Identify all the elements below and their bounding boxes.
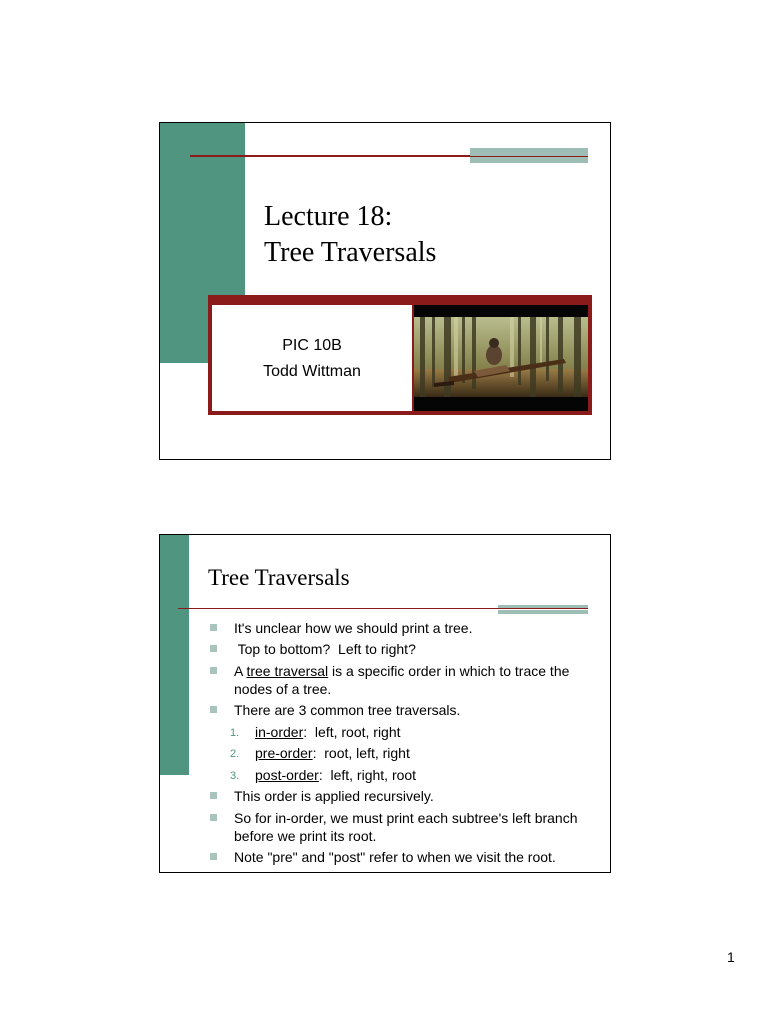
title-line-2: Tree Traversals — [264, 237, 437, 268]
bullet-item: There are 3 common tree traversals. — [160, 701, 600, 719]
bullet-item: It's unclear how we should print a tree. — [160, 619, 600, 637]
item-number: 3. — [230, 769, 240, 782]
numbered-item: 1. in-order: left, root, right — [230, 723, 401, 740]
term-in-order: in-order — [255, 723, 304, 740]
item-number: 2. — [230, 748, 240, 760]
subtitle-frame — [208, 295, 592, 415]
teal-accent-bar — [498, 605, 588, 608]
bullet-item: This order is applied recursively. — [160, 787, 600, 805]
red-rule-line — [178, 608, 588, 609]
slide-2 — [159, 534, 611, 873]
slide-title: Tree Traversals — [208, 565, 350, 590]
term-tree-traversal: tree traversal — [246, 662, 329, 679]
bullet-item: Top to bottom? Left to right? — [160, 640, 600, 658]
numbered-item: 2. pre-order: root, left, right — [230, 745, 410, 761]
term-pre-order: pre-order — [255, 745, 313, 761]
page-number: 1 — [727, 949, 735, 965]
teal-accent-bar — [470, 157, 588, 163]
teal-accent-bar — [470, 148, 588, 156]
slide-1 — [159, 122, 611, 460]
numbered-item: 3. post-order: left, right, root — [230, 766, 417, 783]
instructor-name: Todd Wittman — [263, 363, 361, 380]
title-line-1: Lecture 18: — [264, 201, 393, 232]
bullet-item: Note "pre" and "post" refer to when we visit the root. — [160, 848, 600, 866]
teal-accent-bar — [498, 610, 588, 614]
forest-speeder-photo — [414, 305, 588, 411]
bullet-item: A tree traversal is a specific order in which to trace the nodes of a tree. — [160, 662, 600, 698]
term-post-order: post-order — [255, 766, 319, 783]
bullet-list — [160, 615, 600, 866]
slide-title — [264, 199, 436, 271]
subtitle-panel — [212, 305, 412, 411]
item-number: 1. — [230, 726, 240, 739]
bullet-item: So for in-order, we must print each subtree's left branch before we print its root. — [160, 809, 600, 845]
course-name: PIC 10B — [282, 337, 342, 354]
